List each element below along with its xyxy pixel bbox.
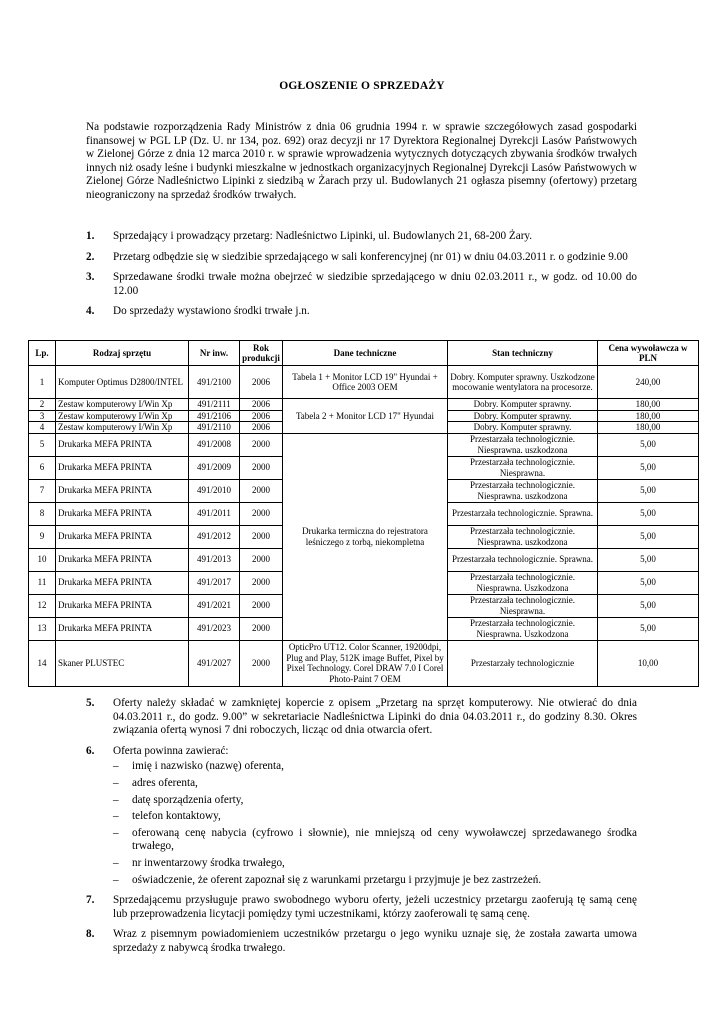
point-6 — [86, 745, 637, 887]
dash-bullet: – — [113, 856, 119, 869]
cell-lp: 8 — [29, 502, 56, 525]
point-4 — [86, 305, 637, 319]
list-item-text: imię i nazwisko (nazwę) oferenta, — [132, 760, 284, 773]
cell-year: 2006 — [240, 366, 283, 399]
point-5 — [86, 697, 637, 738]
cell-price: 180,00 — [598, 422, 699, 434]
cell-item: Drukarka MEFA PRINTA — [56, 548, 189, 571]
col-header-year: Rok produkcji — [240, 341, 283, 366]
cell-inv: 491/2106 — [189, 410, 240, 422]
offer-requirements-list — [113, 760, 637, 887]
col-header-tech: Dane techniczne — [283, 341, 448, 366]
list-item-text: oświadczenie, że oferent zapoznał się z warunkami przetargu i przyjmuje je bez zastrzeżeń. — [132, 873, 542, 886]
cell-item: Drukarka MEFA PRINTA — [56, 525, 189, 548]
cell-year: 2000 — [240, 640, 283, 686]
point-3 — [86, 271, 637, 298]
cell-item: Drukarka MEFA PRINTA — [56, 456, 189, 479]
point-1 — [86, 230, 637, 244]
cell-price: 5,00 — [598, 525, 699, 548]
page-title: OGŁOSZENIE O SPRZEDAŻY — [279, 80, 445, 92]
cell-price: 5,00 — [598, 571, 699, 594]
cell-price: 5,00 — [598, 617, 699, 640]
cell-inv: 491/2011 — [189, 502, 240, 525]
cell-item: Zestaw komputerowy I/Win Xp — [56, 422, 189, 434]
cell-year: 2000 — [240, 617, 283, 640]
list-item-text: nr inwentarzowy środka trwałego, — [132, 856, 285, 869]
cell-lp: 6 — [29, 456, 56, 479]
table-header-row — [29, 341, 699, 366]
table-row — [29, 433, 699, 456]
point-text: Przetarg odbędzie się w siedzibie sprzedającego w sali konferencyjnej (nr 01) w dniu 04.03.2011 r. o godzinie 9.00 — [113, 250, 628, 263]
cell-state: Przestarzała technologicznie. Niesprawna. — [448, 456, 598, 479]
cell-year: 2006 — [240, 399, 283, 411]
cell-state: Dobry. Komputer sprawny. — [448, 399, 598, 411]
cell-lp: 4 — [29, 422, 56, 434]
cell-lp: 10 — [29, 548, 56, 571]
dash-bullet: – — [113, 760, 119, 773]
table-row — [29, 366, 699, 399]
points-list-top — [86, 230, 637, 326]
cell-inv: 491/2013 — [189, 548, 240, 571]
cell-item: Drukarka MEFA PRINTA — [56, 479, 189, 502]
point-number: 1. — [86, 230, 95, 242]
point-text: Oferty należy składać w zamkniętej kopercie z opisem „Przetarg na sprzęt komputerowy. Nie otwierać do dnia 04.03.2011 r., do godz. 9.00” w sekretariacie Nadleśnictwa Lipinki do dnia 04.03.2011 r., do godziny 8.30. Okres związania ofertą wynosi 7 dni roboczych, licząc od dnia otwarcia ofert. — [113, 697, 637, 737]
cell-item: Drukarka MEFA PRINTA — [56, 571, 189, 594]
cell-tech: Tabela 1 + Monitor LCD 19" Hyundai + Office 2003 OEM — [283, 366, 448, 399]
list-item-text: telefon kontaktowy, — [132, 810, 221, 823]
cell-year: 2000 — [240, 548, 283, 571]
cell-state: Przestarzała technologicznie. Niesprawna. Uszkodzona — [448, 571, 598, 594]
cell-lp: 5 — [29, 433, 56, 456]
cell-inv: 491/2012 — [189, 525, 240, 548]
cell-price: 240,00 — [598, 366, 699, 399]
list-item — [113, 760, 637, 774]
cell-state: Przestarzała technologicznie. Niesprawna. uszkodzona — [448, 525, 598, 548]
point-7 — [86, 894, 637, 921]
cell-state: Przestarzała technologicznie. Sprawna. — [448, 548, 598, 571]
point-number: 5. — [86, 697, 95, 709]
cell-lp: 11 — [29, 571, 56, 594]
cell-item: Drukarka MEFA PRINTA — [56, 433, 189, 456]
dash-bullet: – — [113, 776, 119, 789]
list-item-text: oferowaną cenę nabycia (cyfrowo i słownie), nie mniejszą od ceny wywoławczej sprzedawanego środka trwałego, — [132, 826, 637, 853]
cell-price: 5,00 — [598, 456, 699, 479]
cell-tech: Tabela 2 + Monitor LCD 17" Hyundai — [283, 399, 448, 434]
cell-state: Przestarzała technologicznie. Sprawna. — [448, 502, 598, 525]
cell-year: 2000 — [240, 594, 283, 617]
cell-price: 180,00 — [598, 399, 699, 411]
point-number: 7. — [86, 894, 95, 907]
list-item-text: datę sporządzenia oferty, — [132, 793, 244, 806]
cell-state: Przestarzała technologicznie. Niesprawna. — [448, 594, 598, 617]
point-text: Do sprzedaży wystawiono środki trwałe j.n. — [113, 305, 310, 318]
cell-inv: 491/2111 — [189, 399, 240, 411]
cell-year: 2000 — [240, 479, 283, 502]
list-item-text: adres oferenta, — [132, 776, 198, 789]
cell-lp: 1 — [29, 366, 56, 399]
point-number: 2. — [86, 250, 95, 263]
col-header-price: Cena wywoławcza w PLN — [598, 341, 699, 366]
cell-price: 5,00 — [598, 502, 699, 525]
cell-item: Zestaw komputerowy I/Win Xp — [56, 399, 189, 411]
point-2 — [86, 251, 637, 265]
list-item — [113, 827, 637, 854]
cell-year: 2000 — [240, 456, 283, 479]
cell-item: Skaner PLUSTEC — [56, 640, 189, 686]
cell-year: 2000 — [240, 525, 283, 548]
cell-price: 5,00 — [598, 433, 699, 456]
cell-lp: 14 — [29, 640, 56, 686]
dash-bullet: – — [113, 826, 119, 839]
point-text: Oferta powinna zawierać: — [113, 744, 229, 757]
cell-lp: 2 — [29, 399, 56, 411]
cell-price: 180,00 — [598, 410, 699, 422]
table-row — [29, 399, 699, 411]
list-item — [113, 857, 637, 871]
cell-inv: 491/2027 — [189, 640, 240, 686]
cell-lp: 13 — [29, 617, 56, 640]
cell-year: 2000 — [240, 433, 283, 456]
cell-state: Przestarzała technologicznie. Niesprawna. uszkodzona — [448, 479, 598, 502]
cell-item: Zestaw komputerowy I/Win Xp — [56, 410, 189, 422]
point-number: 3. — [86, 271, 95, 284]
cell-year: 2006 — [240, 422, 283, 434]
point-number: 6. — [86, 744, 95, 757]
cell-item: Drukarka MEFA PRINTA — [56, 617, 189, 640]
list-item — [113, 810, 637, 824]
col-header-item: Rodzaj sprzętu — [56, 341, 189, 366]
cell-inv: 491/2021 — [189, 594, 240, 617]
cell-state: Przestarzała technologicznie. Niesprawna. Uszkodzona — [448, 617, 598, 640]
point-text: Sprzedawane środki trwałe można obejrzeć w siedzibie sprzedającego w dniu 02.03.2011 r., w godz. od 10.00 do 12.00 — [113, 271, 637, 297]
cell-item: Komputer Optimus D2800/INTEL — [56, 366, 189, 399]
cell-state: Przestarzała technologicznie. Niesprawna. uszkodzona — [448, 433, 598, 456]
cell-lp: 7 — [29, 479, 56, 502]
list-item — [113, 874, 637, 888]
cell-price: 10,00 — [598, 640, 699, 686]
cell-lp: 12 — [29, 594, 56, 617]
cell-inv: 491/2009 — [189, 456, 240, 479]
col-header-inv: Nr inw. — [189, 341, 240, 366]
point-8 — [86, 928, 637, 955]
assets-table — [28, 340, 699, 687]
cell-inv: 491/2017 — [189, 571, 240, 594]
cell-price: 5,00 — [598, 594, 699, 617]
point-text: Sprzedającemu przysługuje prawo swobodnego wyboru oferty, jeżeli uczestnicy przetargu zaoferują tę samą cenę lub przeprowadzenia licytacji pomiędzy tymi uczestnikami, którzy zaoferowali tę samą cenę. — [113, 894, 637, 920]
cell-inv: 491/2008 — [189, 433, 240, 456]
point-number: 8. — [86, 928, 95, 941]
list-item — [113, 777, 637, 791]
cell-state: Przestarzały technologicznie — [448, 640, 598, 686]
cell-price: 5,00 — [598, 548, 699, 571]
cell-inv: 491/2110 — [189, 422, 240, 434]
col-header-state: Stan techniczny — [448, 341, 598, 366]
cell-year: 2000 — [240, 571, 283, 594]
cell-inv: 491/2010 — [189, 479, 240, 502]
col-header-lp: Lp. — [29, 341, 56, 366]
cell-price: 5,00 — [598, 479, 699, 502]
cell-state: Dobry. Komputer sprawny. — [448, 410, 598, 422]
points-list-bottom — [86, 697, 637, 963]
cell-state: Dobry. Komputer sprawny. — [448, 422, 598, 434]
cell-year: 2000 — [240, 502, 283, 525]
cell-inv: 491/2023 — [189, 617, 240, 640]
cell-lp: 9 — [29, 525, 56, 548]
cell-item: Drukarka MEFA PRINTA — [56, 594, 189, 617]
dash-bullet: – — [113, 793, 119, 806]
cell-tech: Drukarka termiczna do rejestratora leśniczego z torbą, niekompletna — [283, 433, 448, 640]
table-row — [29, 640, 699, 686]
point-number: 4. — [86, 305, 95, 318]
cell-item: Drukarka MEFA PRINTA — [56, 502, 189, 525]
cell-inv: 491/2100 — [189, 366, 240, 399]
cell-state: Dobry. Komputer sprawny. Uszkodzone mocowanie wentylatora na procesorze. — [448, 366, 598, 399]
dash-bullet: – — [113, 810, 119, 823]
cell-year: 2006 — [240, 410, 283, 422]
point-text: Wraz z pisemnym powiadomieniem uczestników przetargu o jego wyniku uznaje się, że została zawarta umowa sprzedaży z nabywcą środka trwałego. — [113, 928, 637, 954]
list-item — [113, 794, 637, 808]
dash-bullet: – — [113, 873, 119, 886]
cell-lp: 3 — [29, 410, 56, 422]
cell-tech: OpticPro UT12. Color Scanner, 19200dpi, Plug and Play, 512K image Buffet, Pixel by Pixel Technology. Corel DRAW 7.0 I Corel Photo-Paint 7 OEM — [283, 640, 448, 686]
intro-paragraph: Na podstawie rozporządzenia Rady Ministrów z dnia 06 grudnia 1994 r. w sprawie szczegółowych zasad gospodarki finansowej w PGL LP (Dz. U. nr 134, poz. 692) oraz decyzji nr 17 Dyrektora Regionalnej Dyrekcji Lasów Państwowych w Zielonej Górze z dnia 12 marca 2010 r. w sprawie wprowadzenia wytycznych dotyczących zbywania środków trwałych innych niż osady leśne i budynki mieszkalne w jednostkach organizacyjnych Regionalnej Dyrekcji Lasów Państwowych w Zielonej Górze Nadleśnictwo Lipinki z siedzibą w Żarach przy ul. Budowlanych 21 ogłasza pisemny (ofertowy) przetarg nieograniczony na sprzedaż środków trwałych. — [86, 121, 637, 201]
point-text: Sprzedający i prowadzący przetarg: Nadleśnictwo Lipinki, ul. Budowlanych 21, 68-200 Żary. — [113, 230, 533, 242]
